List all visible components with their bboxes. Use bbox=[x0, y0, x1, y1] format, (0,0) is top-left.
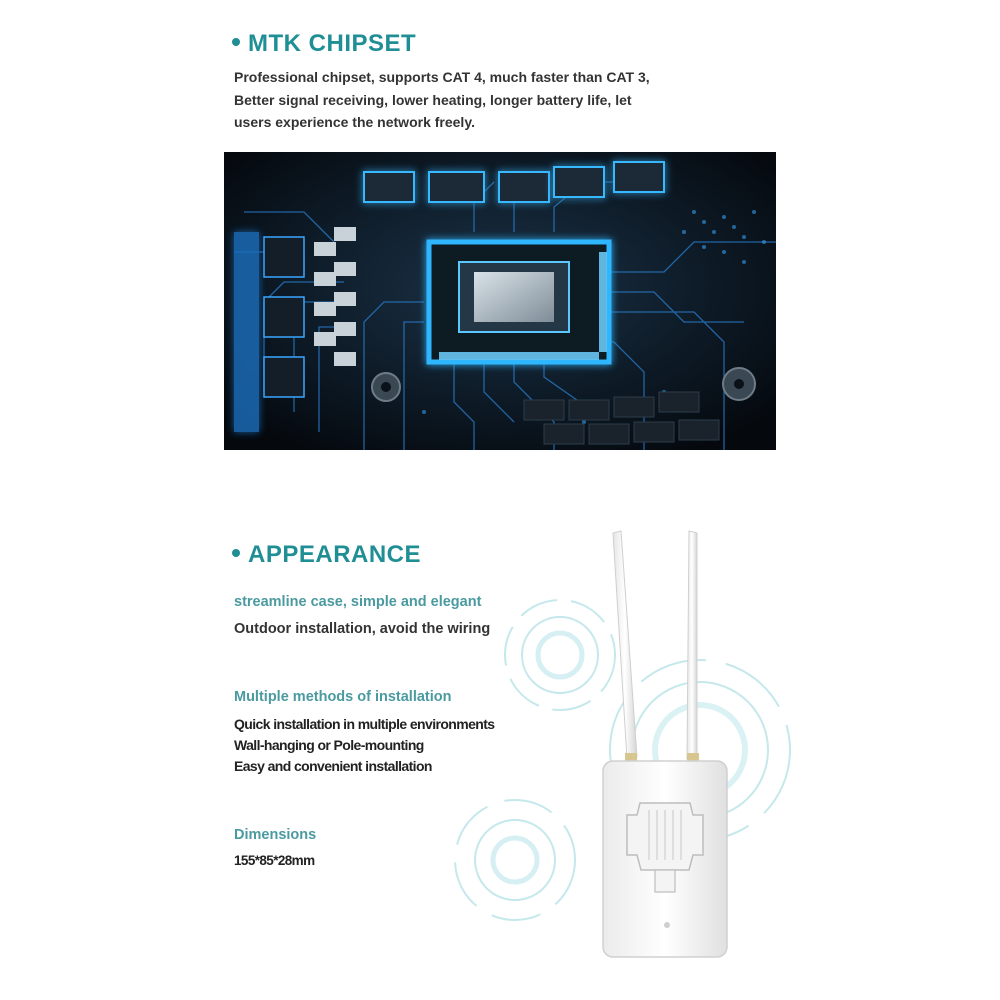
install-heading: Multiple methods of installation bbox=[234, 689, 452, 705]
router-device-image bbox=[585, 525, 745, 965]
dimensions-value: 155*85*28mm bbox=[234, 853, 315, 868]
chipset-desc-line: Better signal receiving, lower heating, longer battery life, let bbox=[234, 91, 632, 108]
dimensions-heading: Dimensions bbox=[234, 827, 317, 843]
chipset-circuit-image bbox=[224, 152, 776, 450]
appearance-section-title bbox=[232, 541, 421, 569]
chipset-title-text: MTK CHIPSET bbox=[248, 30, 417, 57]
install-item: Quick installation in multiple environments bbox=[234, 716, 495, 732]
chipset-desc-line: users experience the network freely. bbox=[234, 114, 475, 130]
bullet-dot-icon bbox=[232, 38, 240, 46]
chipset-section-title bbox=[232, 30, 416, 58]
chipset-description bbox=[234, 66, 754, 134]
bullet-dot-icon bbox=[232, 549, 240, 557]
chipset-desc-line: Professional chipset, supports CAT 4, much faster than CAT 3, bbox=[234, 69, 650, 85]
install-item: Easy and convenient installation bbox=[234, 758, 432, 774]
install-item: Wall-hanging or Pole-mounting bbox=[234, 737, 424, 753]
appearance-title-text: APPEARANCE bbox=[248, 541, 422, 568]
appearance-subtitle-text: Outdoor installation, avoid the wiring bbox=[234, 621, 491, 637]
appearance-subtitle: streamline case, simple and elegant bbox=[234, 594, 482, 610]
